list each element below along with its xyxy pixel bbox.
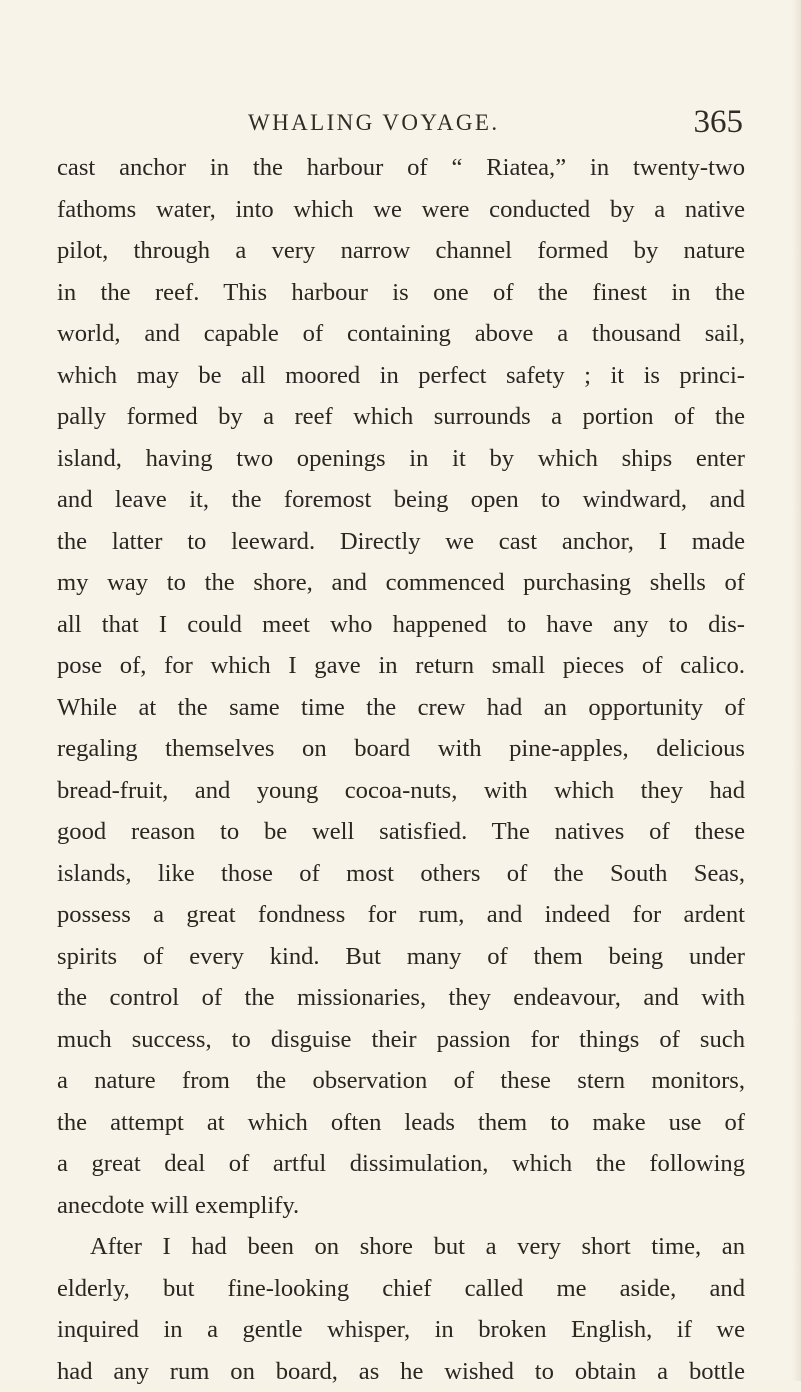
running-head: WHALING VOYAGE. [248,110,500,136]
text-line: spirits of every kind. But many of them being under [57,936,745,978]
paragraph-start-line: After I had been on shore but a very short time, an [57,1226,745,1268]
text-line: a great deal of artful dissimulation, which the following [57,1143,745,1185]
text-line: possess a great fondness for rum, and indeed for ardent [57,894,745,936]
text-line: pilot, through a very narrow channel formed by nature [57,230,745,272]
text-line: fathoms water, into which we were conducted by a native [57,189,745,231]
text-line: bread-fruit, and young cocoa-nuts, with which they had [57,770,745,812]
text-line: pose of, for which I gave in return small pieces of calico. [57,645,745,687]
text-line: good reason to be well satisfied. The natives of these [57,811,745,853]
text-line: all that I could meet who happened to have any to dis- [57,604,745,646]
text-line: islands, like those of most others of the South Seas, [57,853,745,895]
text-line: which may be all moored in perfect safety ; it is princi- [57,355,745,397]
text-line: a nature from the observation of these stern monitors, [57,1060,745,1102]
text-line: the attempt at which often leads them to make use of [57,1102,745,1144]
text-line: inquired in a gentle whisper, in broken English, if we [57,1309,745,1351]
text-line: the control of the missionaries, they endeavour, and with [57,977,745,1019]
paragraph-end-line: anecdote will exemplify. [57,1185,745,1227]
text-line: and leave it, the foremost being open to windward, and [57,479,745,521]
page-header [248,108,743,148]
text-line: pally formed by a reef which surrounds a portion of the [57,396,745,438]
page-edge-shadow [792,0,801,1381]
body-text [57,147,745,1392]
text-line: had any rum on board, as he wished to obtain a bottle [57,1351,745,1392]
text-line: While at the same time the crew had an opportunity of [57,687,745,729]
text-line: cast anchor in the harbour of “ Riatea,” in twenty-two [57,147,745,189]
text-line: island, having two openings in it by which ships enter [57,438,745,480]
text-line: in the reef. This harbour is one of the finest in the [57,272,745,314]
text-line: the latter to leeward. Directly we cast anchor, I made [57,521,745,563]
text-line: world, and capable of containing above a thousand sail, [57,313,745,355]
text-line: much success, to disguise their passion for things of such [57,1019,745,1061]
text-line: regaling themselves on board with pine-apples, delicious [57,728,745,770]
text-line: my way to the shore, and commenced purchasing shells of [57,562,745,604]
text-line: elderly, but fine-looking chief called me aside, and [57,1268,745,1310]
page-number: 365 [694,104,744,141]
